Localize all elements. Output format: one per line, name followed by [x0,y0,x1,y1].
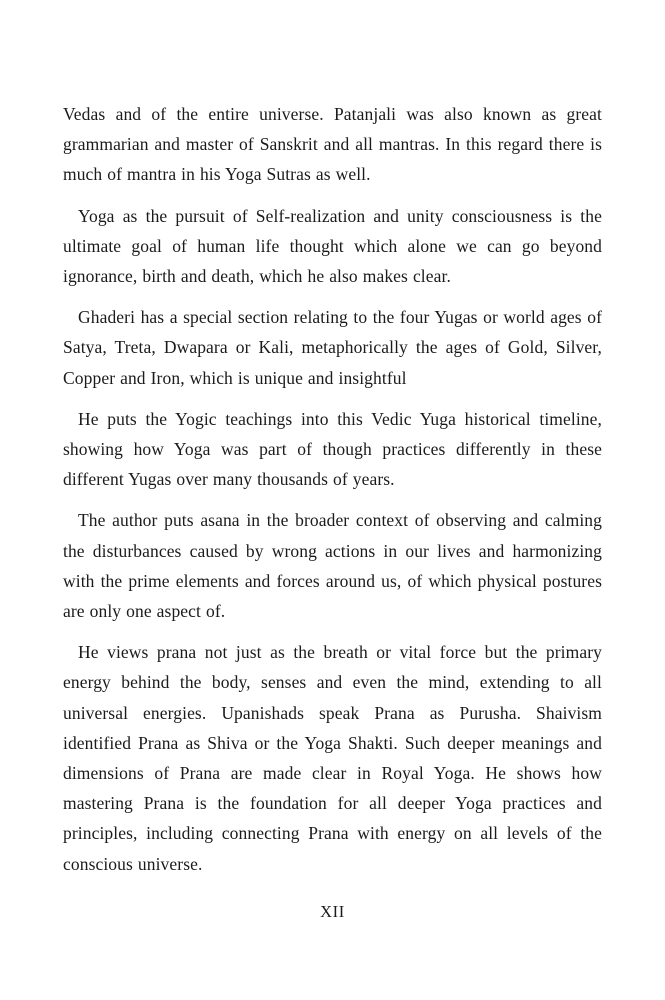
body-paragraph-5: The author puts asana in the broader context of observing and calming the disturbances caused by wrong actions in our lives and harmonizing with the prime elements and forces around us, of which physical postures are only one aspect of. [63,510,602,622]
body-paragraph-4: He puts the Yogic teachings into this Vedic Yuga historical timeline, showing how Yoga was part of though practices differently in these different Yugas over many thousands of years. [63,408,602,490]
body-paragraph-3: Ghaderi has a special section relating to the four Yugas or world ages of Satya, Treta, Dwapara or Kali, metaphorically the ages of Gold, Silver, Copper and Iron, which is unique and insightful [63,307,602,388]
body-text-block [63,99,602,890]
page-number: XII [320,902,345,921]
body-paragraph-6: He views prana not just as the breath or vital force but the primary energy behind the body, senses and even the mind, extending to all universal energies. Upanishads speak Prana as Purusha. Shaivism identified Prana as Shiva or the Yoga Shakti. Such deeper meanings and dimensions of Prana are made clear in Royal Yoga. He shows how mastering Prana is the foundation for all deeper Yoga practices and principles, including connecting Prana with energy on all levels of the conscious universe. [63,642,602,874]
body-paragraph-1: Vedas and of the entire universe. Patanjali was also known as great grammarian and master of Sanskrit and all mantras. In this regard there is much of mantra in his Yoga Sutras as well. [63,104,602,185]
body-paragraph-2: Yoga as the pursuit of Self-realization and unity consciousness is the ultimate goal of human life thought which alone we can go beyond ignorance, birth and death, which he also makes clear. [63,205,602,287]
